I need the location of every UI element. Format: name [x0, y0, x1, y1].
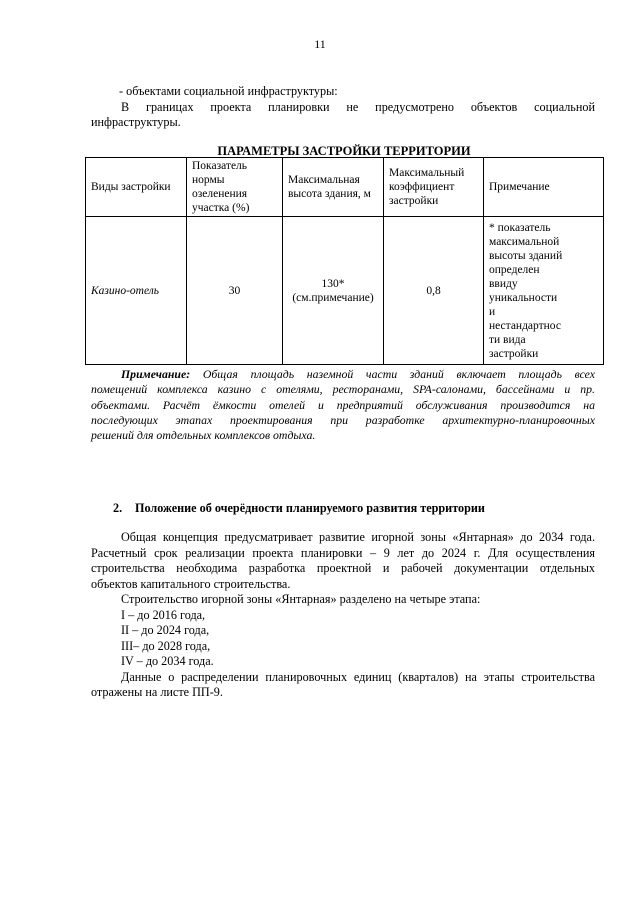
section-title: Положение об очерёдности планируемого развития территории — [135, 501, 485, 515]
page-number: 11 — [314, 37, 326, 51]
stage-item: IV – до 2034 года. — [121, 654, 214, 668]
header-cell: Максимальная высота здания, м — [283, 158, 384, 217]
section-heading — [113, 501, 485, 516]
table-header-row — [86, 158, 604, 217]
note-line: решений для отдельных комплексов отдыха. — [91, 428, 316, 443]
note-label: Примечание: — [121, 367, 191, 381]
table-row — [86, 217, 604, 365]
header-cell: Показатель нормы озеленения участка (%) — [187, 158, 283, 217]
section-number: 2. — [113, 501, 123, 515]
cell-coef: 0,8 — [384, 217, 484, 365]
header-cell: Примечание — [484, 158, 604, 217]
cell-height — [283, 217, 384, 365]
intro-paragraph — [91, 84, 595, 131]
height-note: (см.примечание) — [292, 291, 374, 304]
note-line: последующих этапах проектирования при разработке архитектурно-планировочных — [91, 412, 595, 427]
paragraph-line: строительства необходима разработка проектной и рабочей документации отдельных — [91, 561, 595, 575]
note-line: помещений комплекса казино с отелями, ресторанами, SPA-салонами, бассейнами и пр. — [91, 382, 595, 397]
paragraph-line: объектов капитального строительства. — [91, 576, 291, 591]
intro-line: - объектами социальной инфраструктуры: — [119, 84, 338, 98]
note-line: объектами. Расчёт ёмкости отелей и предприятий обслуживания производится на — [91, 397, 595, 412]
header-cell: Виды застройки — [86, 158, 187, 217]
stage-item: I – до 2016 года, — [121, 607, 206, 622]
paragraph-line: Общая концепция предусматривает развитие игорной зоны «Янтарная» до 2034 года. — [121, 530, 595, 544]
paragraph-line: отражены на листе ПП-9. — [91, 685, 223, 699]
paragraph-line: Расчетный срок реализации проекта планировки – 9 лет до 2024 г. Для осуществления — [91, 545, 595, 560]
stage-item: III– до 2028 года, — [121, 638, 211, 653]
paragraph-line: Строительство игорной зоны «Янтарная» разделено на четыре этапа: — [121, 592, 481, 606]
parameters-table — [85, 157, 604, 365]
section-paragraph — [91, 530, 595, 701]
cell-green: 30 — [187, 217, 283, 365]
height-value: 130* — [321, 277, 345, 290]
cell-remark: * показатель максимальной высоты зданий определен ввиду уникальности и нестандартнос ти вида застройки — [484, 217, 604, 365]
intro-line: В границах проекта планировки не предусмотрено объектов социальной — [121, 99, 595, 114]
paragraph-line: Данные о распределении планировочных единиц (кварталов) на этапы строительства — [121, 669, 595, 684]
table-note — [91, 367, 595, 443]
stage-item: II – до 2024 года, — [121, 623, 210, 637]
header-cell: Максимальный коэффициент застройки — [384, 158, 484, 217]
cell-type: Казино-отель — [86, 217, 187, 365]
note-line: Общая площадь наземной части зданий включает площадь всех — [202, 367, 595, 381]
table-title: ПАРАМЕТРЫ ЗАСТРОЙКИ ТЕРРИТОРИИ — [217, 144, 471, 158]
intro-line: инфраструктуры. — [91, 115, 181, 129]
